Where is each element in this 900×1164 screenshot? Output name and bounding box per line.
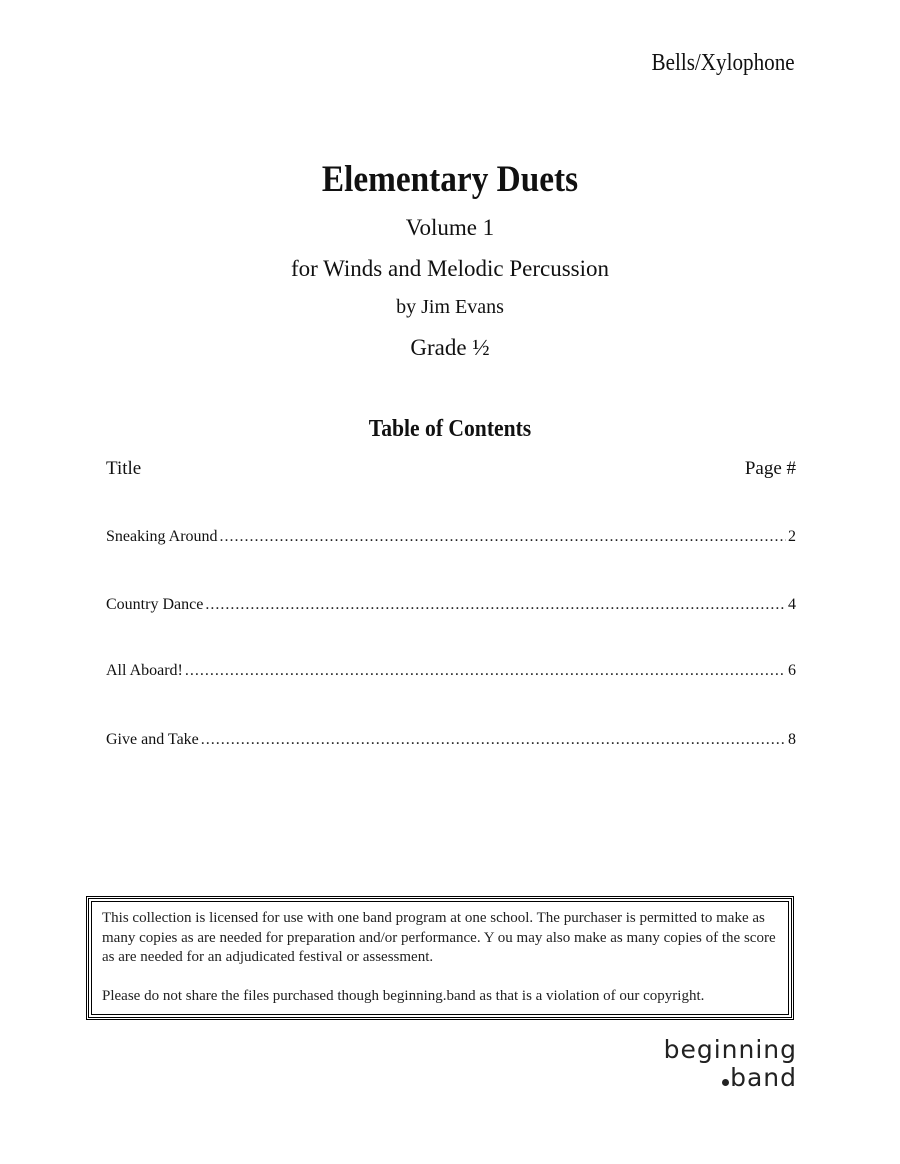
toc-dot-leader — [201, 731, 786, 749]
subtitle: for Winds and Melodic Percussion — [290, 256, 610, 281]
logo-line2: band — [730, 1063, 797, 1092]
toc-entry — [106, 662, 796, 680]
grade-label: Grade ½ — [410, 335, 490, 360]
logo-dot-icon — [722, 1079, 729, 1086]
license-text: This collection is licensed for use with one band program at one school. The purchaser is permitted to make as many copies as are needed for preparation and/or performance. Y ou may also make as many copies of the score as are needed for an adjudicated festival or assessment. — [102, 910, 776, 965]
toc-col-page: Page # — [744, 458, 796, 479]
toc-entry — [106, 596, 796, 614]
logo-line1: beginning — [663, 1035, 797, 1064]
toc-dot-leader — [220, 528, 786, 546]
license-text: Please do not share the files purchased though beginning.band as that is a violation of our copyright. — [102, 987, 705, 1004]
toc-entry-title: All Aboard! — [106, 662, 183, 679]
volume-label: Volume 1 — [405, 215, 495, 240]
toc-heading: Table of Contents — [368, 416, 532, 442]
logo-line2-wrap — [664, 1064, 797, 1092]
author: by Jim Evans — [396, 296, 504, 318]
toc-entry-title: Country Dance — [106, 596, 204, 613]
toc-entry-page: 8 — [788, 731, 796, 748]
toc-entry-title: Give and Take — [106, 731, 199, 748]
toc-col-title: Title — [106, 458, 142, 479]
instrument-label: Bells/Xylophone — [651, 50, 795, 76]
toc-dot-leader — [185, 662, 786, 680]
toc-entry-title: Sneaking Around — [106, 528, 218, 545]
toc-entry — [106, 731, 796, 749]
toc-dot-leader — [205, 596, 786, 614]
toc-entry-page: 2 — [788, 528, 796, 545]
toc-entry-page: 6 — [788, 662, 796, 679]
toc-entry-page: 4 — [788, 596, 796, 613]
brand-logo — [664, 1036, 797, 1092]
toc-entry — [106, 528, 796, 546]
document-title: Elementary Duets — [321, 159, 579, 200]
license-box — [86, 896, 794, 1020]
